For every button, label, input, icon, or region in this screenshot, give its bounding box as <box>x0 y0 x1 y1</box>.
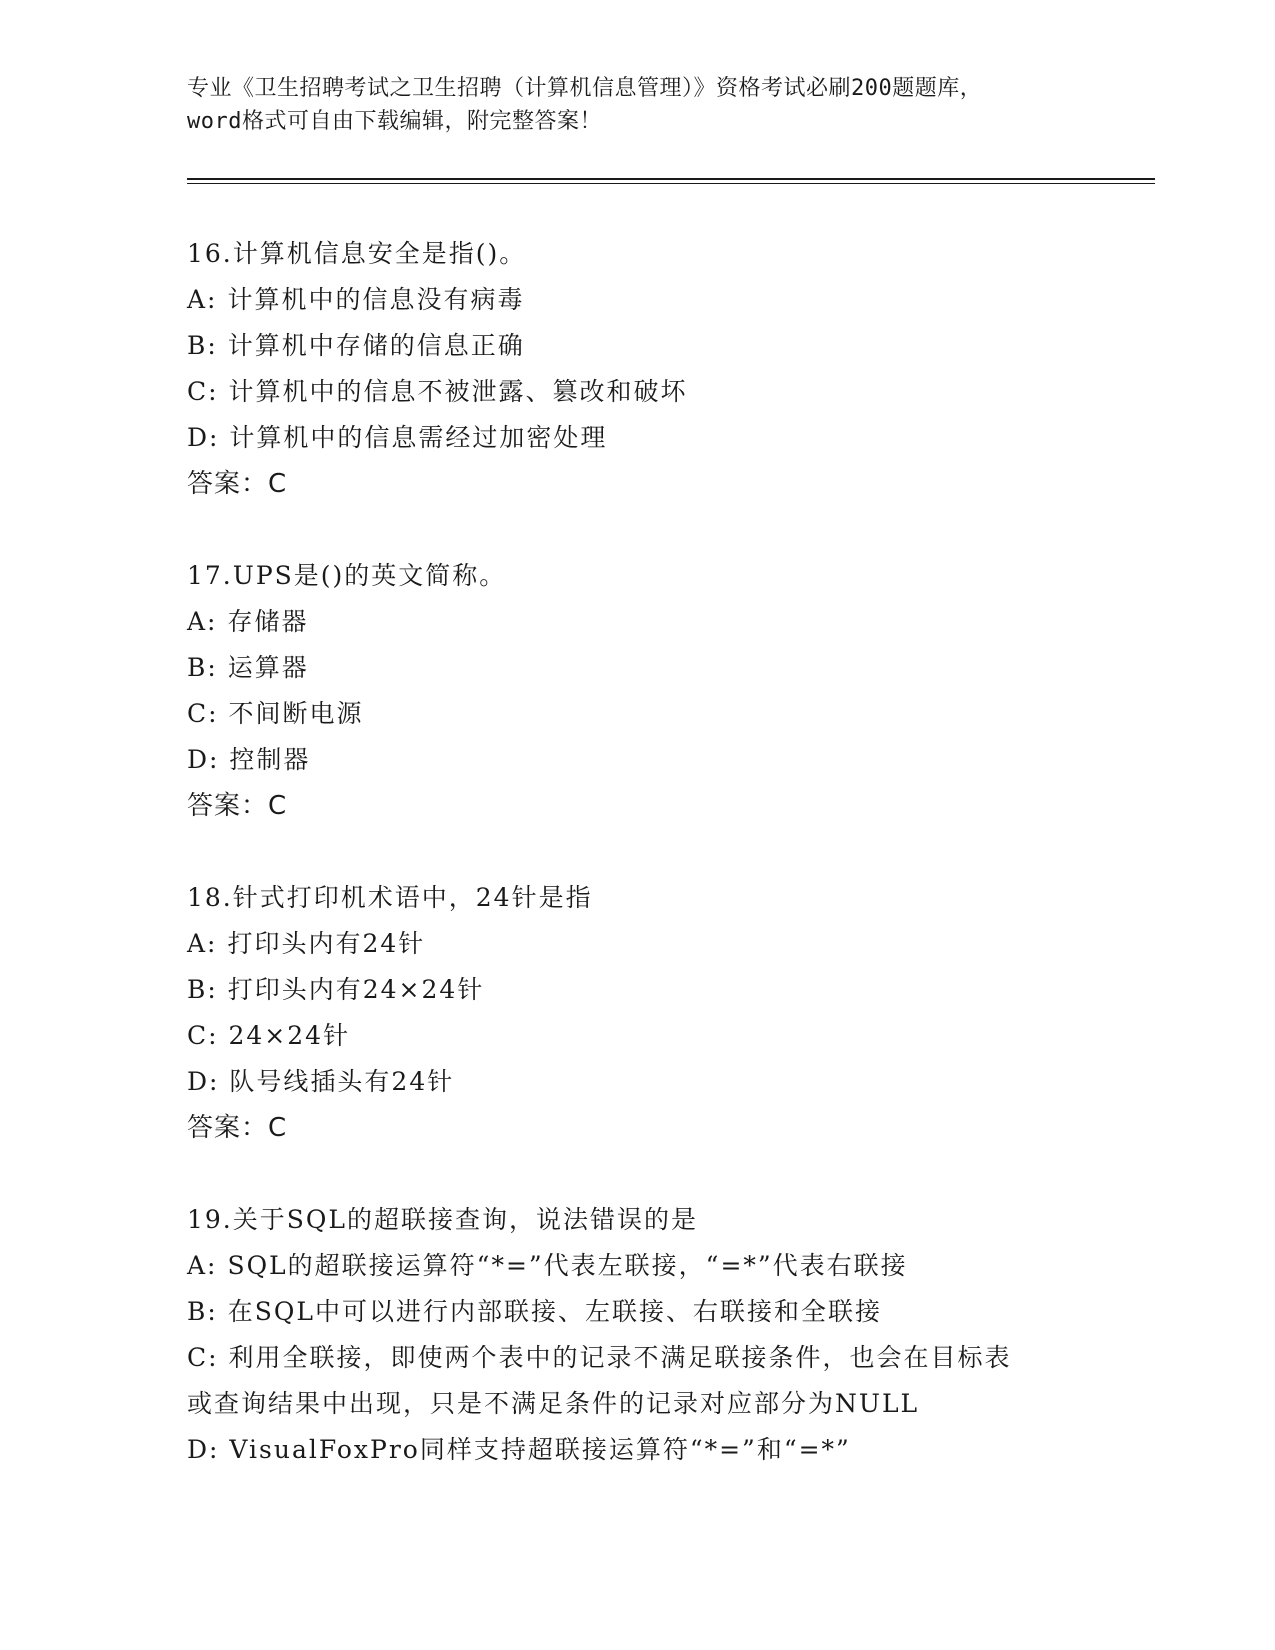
option-c: C: 24×24针 <box>187 1021 351 1050</box>
option-d: D: 控制器 <box>187 745 311 774</box>
option-b: B: 计算机中存储的信息正确 <box>187 331 525 360</box>
header-line-2: word格式可自由下载编辑，附完整答案！ <box>187 109 602 134</box>
answer: 答案：C <box>187 791 288 821</box>
answer: 答案：C <box>187 469 288 499</box>
question-stem: 18.针式打印机术语中，24针是指 <box>187 883 593 912</box>
option-a: A: 存储器 <box>187 607 309 636</box>
option-a: A: SQL的超联接运算符“*=”代表左联接，“=*”代表右联接 <box>187 1251 908 1280</box>
header-line-1: 专业《卫生招聘考试之卫生招聘（计算机信息管理）》资格考试必刷200题题库， <box>187 76 983 101</box>
option-d: D: VisualFoxPro同样支持超联接运算符“*=”和“=*” <box>187 1435 851 1464</box>
header-divider-thick <box>187 178 1155 180</box>
question-stem: 19.关于SQL的超联接查询，说法错误的是 <box>187 1205 698 1234</box>
option-d: D: 计算机中的信息需经过加密处理 <box>187 423 608 452</box>
option-b: B: 打印头内有24×24针 <box>187 975 485 1004</box>
question-18 <box>187 875 1155 1151</box>
option-a: A: 计算机中的信息没有病毒 <box>187 285 525 314</box>
answer: 答案：C <box>187 1113 288 1143</box>
question-stem: 17.UPS是()的英文简称。 <box>187 561 507 590</box>
header-divider-thin <box>187 183 1155 184</box>
option-a: A: 打印头内有24针 <box>187 929 426 958</box>
question-stem: 16.计算机信息安全是指()。 <box>187 239 527 268</box>
option-c: C: 不间断电源 <box>187 699 364 728</box>
option-b: B: 运算器 <box>187 653 309 682</box>
option-c: C: 计算机中的信息不被泄露、篡改和破坏 <box>187 377 688 406</box>
question-16 <box>187 231 1155 507</box>
question-17 <box>187 553 1155 829</box>
option-c-continued: 或查询结果中出现，只是不满足条件的记录对应部分为NULL <box>187 1389 920 1418</box>
document-header <box>187 72 1087 138</box>
option-d: D: 队号线插头有24针 <box>187 1067 455 1096</box>
option-c: C: 利用全联接，即使两个表中的记录不满足联接条件，也会在目标表 <box>187 1343 1012 1372</box>
question-19 <box>187 1197 1155 1473</box>
option-b: B: 在SQL中可以进行内部联接、左联接、右联接和全联接 <box>187 1297 882 1326</box>
